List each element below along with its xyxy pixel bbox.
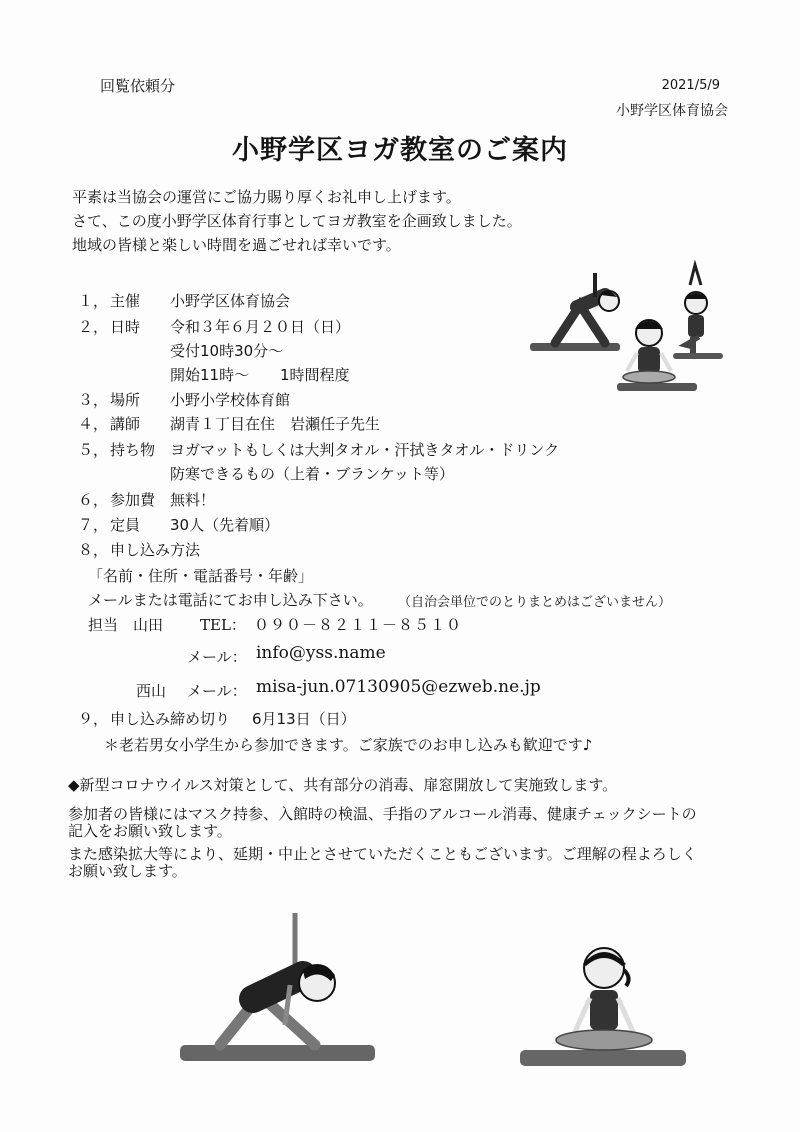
required-info: 「名前・住所・電話番号・年齢」 <box>88 567 314 585</box>
item-number-2: ２， <box>78 318 109 336</box>
apply-note: （自治会単位でのとりまとめはございません） <box>398 595 672 610</box>
teacher-value: 湖青１丁目在住 岩瀬任子先生 <box>170 415 381 433</box>
item-number-9: ９， <box>78 710 109 728</box>
item-number-6: ６， <box>78 491 109 509</box>
reception-time: 受付10時30分～ <box>170 342 284 360</box>
item-number-4: ４， <box>78 415 109 433</box>
apply-label: 申し込み方法 <box>110 541 201 559</box>
deadline-value: 6月13日（日） <box>252 710 356 728</box>
item-number-5: ５， <box>78 441 109 459</box>
yoga-triangle-pose-illustration <box>175 905 380 1065</box>
covid-paragraph-2: また感染拡大等により、延期・中止とさせていただくこともございます。ご理解の程よろしく お願い致します。 <box>68 845 697 880</box>
item-number-7: ７， <box>78 516 109 534</box>
venue-label: 場所 <box>110 391 141 409</box>
covid-paragraph-1: 参加者の皆様にはマスク持参、入館時の検温、手指のアルコール消毒、健康チェックシートの 記入をお願い致します。 <box>68 805 697 840</box>
deadline-label: 申し込み締め切り <box>110 710 231 728</box>
email-1[interactable]: info@yss.name <box>256 643 386 663</box>
welcome-note: ＊老若男女小学生から参加できます。ご家族でのお申し込みも歓迎です♪ <box>104 736 593 754</box>
host-label: 主催 <box>110 292 141 310</box>
contact-2-name: 西山 <box>136 682 167 700</box>
host-value: 小野学区体育協会 <box>170 292 291 310</box>
mail-label-1: メール： <box>187 648 247 666</box>
organization-name: 小野学区体育協会 <box>616 103 728 119</box>
item-number-3: ３， <box>78 391 109 409</box>
covid-headline: ◆新型コロナウイルス対策として、共有部分の消毒、扉窓開放して実施致します。 <box>68 776 618 794</box>
issue-date: 2021/5/9 <box>661 78 720 93</box>
yoga-group-illustration <box>525 255 735 395</box>
fee-label: 参加費 <box>110 491 156 509</box>
datetime-value: 令和３年６月２０日（日） <box>170 318 351 336</box>
item-number-1: １， <box>78 292 109 310</box>
items-value-2: 防寒できるもの（上着・ブランケット等） <box>170 465 454 483</box>
intro-line-3: 地域の皆様と楽しい時間を過ごせれば幸いです。 <box>72 236 401 254</box>
venue-value: 小野小学校体育館 <box>170 391 291 409</box>
tel-label: TEL： <box>200 616 246 634</box>
start-time: 開始11時～ <box>170 366 250 384</box>
email-2[interactable]: misa-jun.07130905@ezweb.ne.jp <box>256 677 541 697</box>
datetime-label: 日時 <box>110 318 141 336</box>
contact-1-name: 担当 山田 <box>88 616 164 634</box>
page-title: 小野学区ヨガ教室のご案内 <box>232 135 568 166</box>
yoga-meditation-illustration <box>518 940 688 1070</box>
teacher-label: 講師 <box>110 415 141 433</box>
items-label: 持ち物 <box>110 441 156 459</box>
intro-line-1: 平素は当協会の運営にご協力賜り厚くお礼申し上げます。 <box>72 188 461 206</box>
items-value: ヨガマットもしくは大判タオル・汗拭きタオル・ドリンク <box>170 441 560 459</box>
circulation-label: 回覧依頼分 <box>100 77 176 95</box>
tel-number: ０９０－８２１１－８５１０ <box>254 616 463 634</box>
capacity-label: 定員 <box>110 516 141 534</box>
item-number-8: ８， <box>78 541 109 559</box>
fee-value: 無料！ <box>170 491 216 509</box>
intro-line-2: さて、この度小野学区体育行事としてヨガ教室を企画致しました。 <box>72 212 522 230</box>
apply-method: メールまたは電話にてお申し込み下さい。 <box>88 591 373 609</box>
mail-label-2: メール： <box>187 682 247 700</box>
capacity-value: 30人（先着順） <box>170 516 280 534</box>
duration: 1時間程度 <box>280 366 350 384</box>
